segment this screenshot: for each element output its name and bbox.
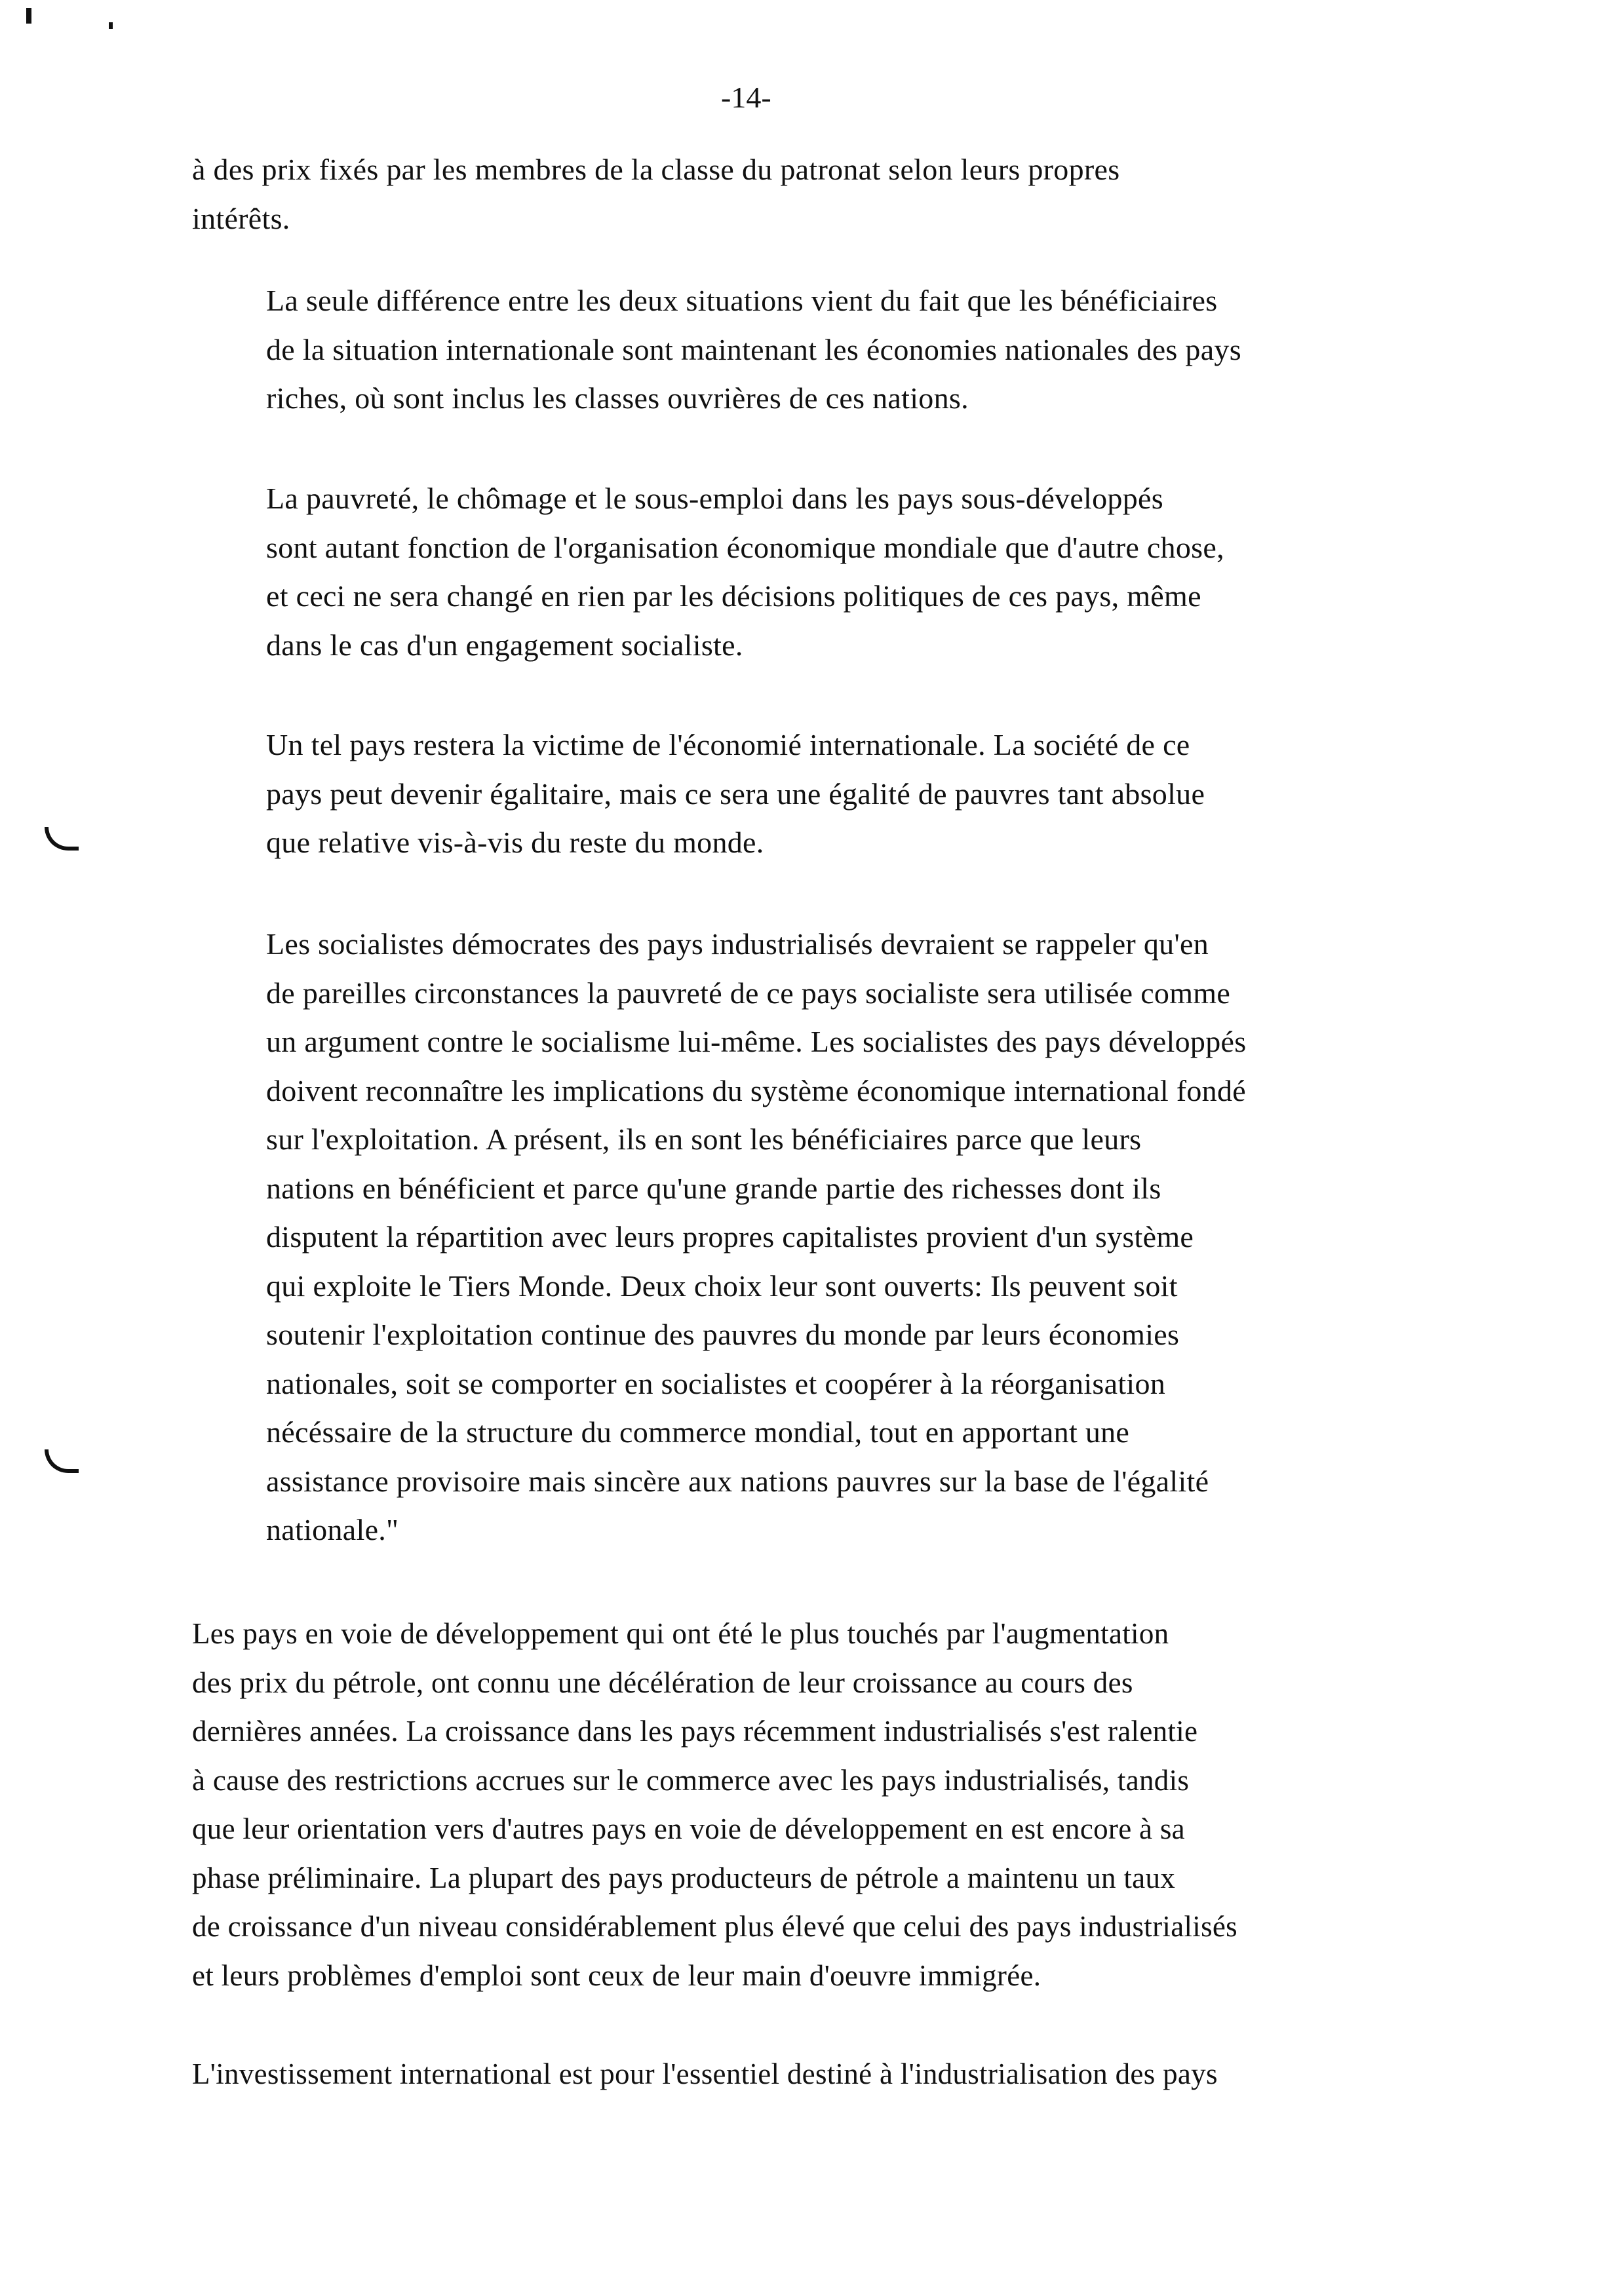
text-line: nationales, soit se comporter en socialistes et coopérer à la réorganisation xyxy=(266,1366,1166,1400)
paragraph-3 xyxy=(192,2050,1218,2099)
paragraph-1 xyxy=(192,145,1119,243)
text-line: de pareilles circonstances la pauvreté de ce pays socialiste sera utilisée comme xyxy=(266,976,1231,1010)
text-line: Les socialistes démocrates des pays industrialisés devraient se rappeler qu'en xyxy=(266,927,1209,961)
text-line: doivent reconnaître les implications du système économique international fondé xyxy=(266,1073,1246,1107)
text-line: nécéssaire de la structure du commerce mondial, tout en apportant une xyxy=(266,1415,1130,1449)
scan-speck xyxy=(26,8,31,24)
quote-paragraph-4 xyxy=(266,920,1246,1555)
text-line: nations en bénéficient et parce qu'une grande partie des richesses dont ils xyxy=(266,1171,1161,1205)
text-line: à cause des restrictions accrues sur le commerce avec les pays industrialisés, tandis xyxy=(192,1763,1190,1797)
text-line: de croissance d'un niveau considérablement plus élevé que celui des pays industrialisés xyxy=(192,1910,1237,1943)
text-line: pays peut devenir égalitaire, mais ce sera une égalité de pauvres tant absolue xyxy=(266,776,1205,811)
paragraph-2 xyxy=(192,1609,1237,2000)
text-line: intérêts. xyxy=(192,201,290,235)
text-line: La seule différence entre les deux situations vient du fait que les bénéficiaires xyxy=(266,284,1218,317)
quote-paragraph-1 xyxy=(266,277,1241,423)
page-number: -14- xyxy=(721,81,771,114)
quote-paragraph-2 xyxy=(266,474,1224,670)
text-line: dans le cas d'un engagement socialiste. xyxy=(266,628,743,662)
text-line: La pauvreté, le chômage et le sous-emploi dans les pays sous-développés xyxy=(266,482,1163,515)
text-line: phase préliminaire. La plupart des pays producteurs de pétrole a maintenu un taux xyxy=(192,1861,1176,1894)
scan-speck xyxy=(109,22,113,29)
text-line: Un tel pays restera la victime de l'économié internationale. La société de ce xyxy=(266,728,1190,761)
text-line: et leurs problèmes d'emploi sont ceux de leur main d'oeuvre immigrée. xyxy=(192,1959,1041,1992)
text-line: que relative vis-à-vis du reste du monde. xyxy=(266,826,764,859)
text-line: L'investissement international est pour l'essentiel destiné à l'industrialisation des pays xyxy=(192,2057,1218,2090)
text-line: nationale." xyxy=(266,1513,399,1546)
text-line: disputent la répartition avec leurs propres capitalistes provient d'un système xyxy=(266,1220,1194,1253)
text-line: un argument contre le socialisme lui-même. Les socialistes des pays développés xyxy=(266,1025,1247,1058)
margin-mark xyxy=(45,1449,79,1473)
text-line: Les pays en voie de développement qui ont été le plus touchés par l'augmentation xyxy=(192,1617,1169,1650)
text-line: riches, où sont inclus les classes ouvrières de ces nations. xyxy=(266,381,969,415)
text-line: à des prix fixés par les membres de la classe du patronat selon leurs propres xyxy=(192,153,1120,186)
text-line: de la situation internationale sont maintenant les économies nationales des pays xyxy=(266,332,1241,366)
text-line: dernières années. La croissance dans les pays récemment industrialisés s'est ralentie xyxy=(192,1715,1198,1748)
text-line: sont autant fonction de l'organisation économique mondiale que d'autre chose, xyxy=(266,530,1224,564)
text-line: soutenir l'exploitation continue des pauvres du monde par leurs économies xyxy=(266,1318,1180,1351)
text-line: et ceci ne sera changé en rien par les décisions politiques de ces pays, même xyxy=(266,579,1201,613)
quote-paragraph-3 xyxy=(266,721,1205,868)
text-line: que leur orientation vers d'autres pays en voie de développement en est encore à sa xyxy=(192,1812,1185,1845)
text-line: qui exploite le Tiers Monde. Deux choix leur sont ouverts: Ils peuvent soit xyxy=(266,1269,1178,1303)
text-line: assistance provisoire mais sincère aux nations pauvres sur la base de l'égalité xyxy=(266,1464,1209,1498)
margin-mark xyxy=(45,827,79,851)
text-line: des prix du pétrole, ont connu une décélération de leur croissance au cours des xyxy=(192,1666,1133,1699)
text-line: sur l'exploitation. A présent, ils en sont les bénéficiaires parce que leurs xyxy=(266,1122,1142,1156)
